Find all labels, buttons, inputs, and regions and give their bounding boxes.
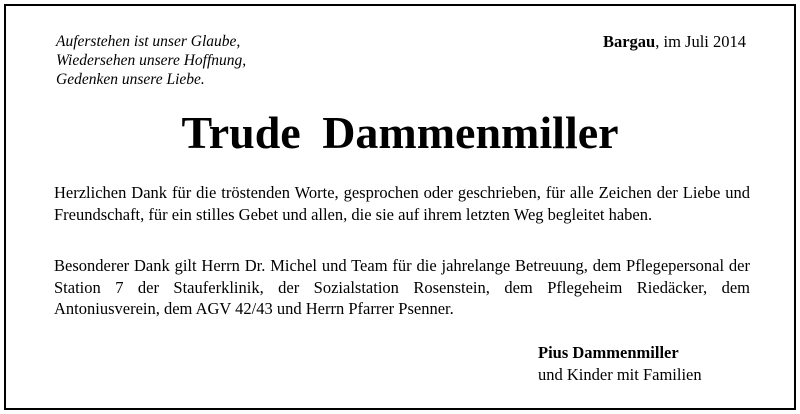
thanks-paragraph: Herzlichen Dank für die tröstenden Worte, gesprochen oder geschrieben, für alle Zeichen der Liebe und Freundschaft, für ein stilles Gebet und allen, die sie auf ihrem letzten Weg begleitet haben. bbox=[54, 183, 750, 224]
verse-line: Wiedersehen unsere Hoffnung, bbox=[56, 52, 247, 69]
special-thanks-paragraph: Besonderer Dank gilt Herrn Dr. Michel und Team für die jahrelange Betreuung, dem Pflegepersonal der Station 7 der Stauferklinik, der Sozialstation Rosenstein, dem Pflegeheim Riedäcker, dem Antoniusverein, dem AGV 42/43 und Herrn Pfarrer Psenner. bbox=[54, 256, 750, 318]
verse bbox=[56, 32, 246, 89]
deceased-name: Trude Dammenmiller bbox=[181, 107, 619, 158]
verse-line: Gedenken unsere Liebe. bbox=[56, 71, 205, 88]
place: Bargau bbox=[602, 32, 656, 51]
obituary-notice bbox=[4, 4, 796, 410]
date: , im Juli 2014 bbox=[655, 32, 746, 51]
place-date bbox=[603, 32, 746, 52]
verse-line: Auferstehen ist unser Glaube, bbox=[56, 33, 241, 50]
signature-family: und Kinder mit Familien bbox=[538, 364, 702, 384]
signature bbox=[538, 342, 702, 385]
signature-name: Pius Dammenmiller bbox=[538, 343, 679, 362]
